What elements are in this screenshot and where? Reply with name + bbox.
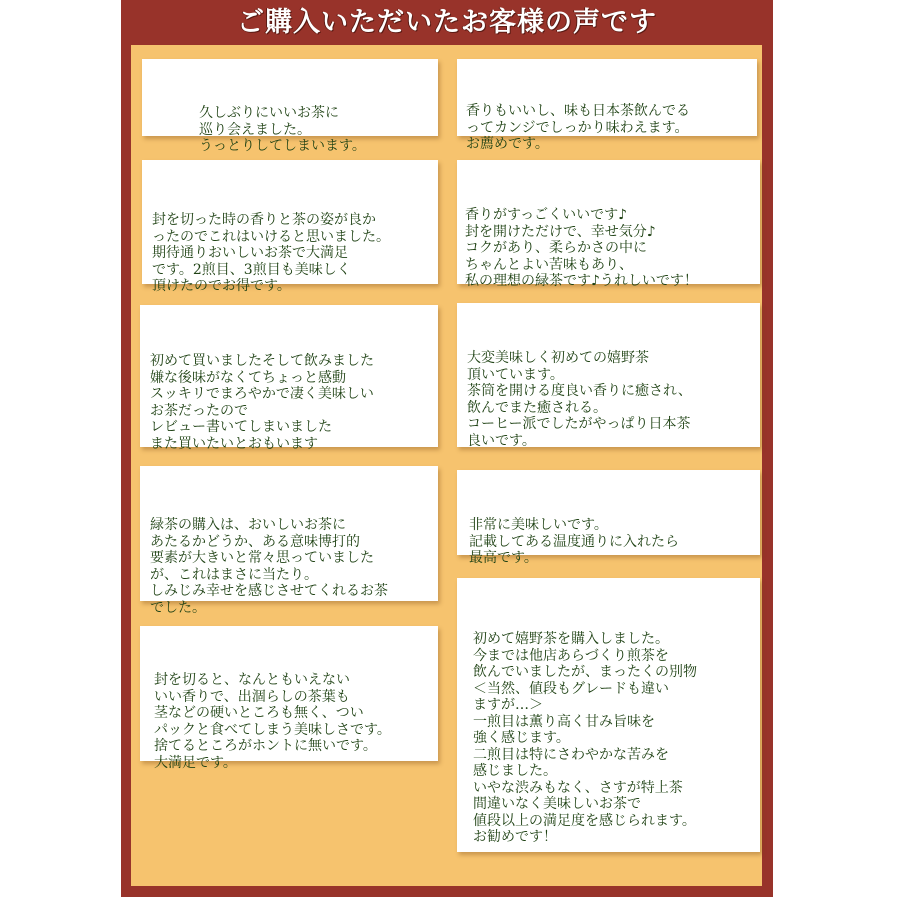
review-text: 香りもいいし、味も日本茶飲んでる ってカンジでしっかり味わえます。 お薦めです。 xyxy=(466,103,690,152)
review-text: 封を切ると、なんともいえない いい香りで、出涸らしの茶葉も 茎などの硬いところも無く、つい パックと食べてしまう美味しさです。 捨てるところがホントに無いです。 大満足です。 xyxy=(154,672,391,771)
review-card-right-2 xyxy=(457,160,760,289)
review-card-left-1 xyxy=(142,59,438,154)
review-card-left-2 xyxy=(142,160,438,294)
review-text: 緑茶の購入は、おいしいお茶に あたるかどうか、ある意味博打的 要素が大きいと常々思っていました が、これはまさに当たり。 しみじみ幸せを感じさせてくれるお茶 でした。 xyxy=(150,517,388,616)
review-text: 非常に美味しいです。 記載してある温度通りに入れたら 最高です。 xyxy=(469,517,679,566)
review-text: 封を切った時の香りと茶の姿が良か ったのでこれはいけると思いました。 期待通りおいしいお茶で大満足 です。2煎目、3煎目も美味しく 頂けたのでお得です。 xyxy=(152,212,390,294)
review-text: 初めて買いましたそして飲みました 嫌な後味がなくてちょっと感動 スッキリでまろやかで凄く美味しい お茶だったので レビュー書いてしまいました また買いたいとおもいます xyxy=(150,353,374,452)
review-card-right-4 xyxy=(457,470,760,566)
review-card-left-3 xyxy=(140,305,438,452)
page-title: ご購入いただいたお客様の声です xyxy=(237,7,657,38)
review-card-right-3 xyxy=(457,303,760,447)
review-card-left-4 xyxy=(140,466,438,616)
review-text: 香りがすっごくいいです♪ 封を開けただけで、幸せ気分♪ コクがあり、柔らかさの中に ちゃんとよい苦味もあり、 私の理想の緑茶です♪うれしいです！ xyxy=(465,207,698,289)
review-text: 大変美味しく初めての嬉野茶 頂いています。 茶筒を開ける度良い香りに癒され、 飲んでまた癒される。 コーヒー派でしたがやっぱり日本茶 良いです。 xyxy=(467,350,692,449)
review-text: 初めて嬉野茶を購入しました。 今までは他店あらづくり煎茶を 飲んでいましたが、まったくの別物 ＜当然、値段もグレードも違い ますが…＞ 一煎目は薫り高く甘み旨味を 強く感じます。 二煎目は特にさわやかな苦みを 感じました。 いやな渋みもなく、さすが特上茶 間違いなく美味しいお茶で 値段以上の満足度を感じられます。 お勧めです！ xyxy=(473,631,697,845)
review-card-right-1 xyxy=(457,59,757,152)
review-card-left-5 xyxy=(140,626,438,771)
review-card-right-5 xyxy=(457,578,760,852)
review-text: 久しぶりにいいお茶に 巡り会えました。 うっとりしてしまいます。 xyxy=(199,105,366,154)
